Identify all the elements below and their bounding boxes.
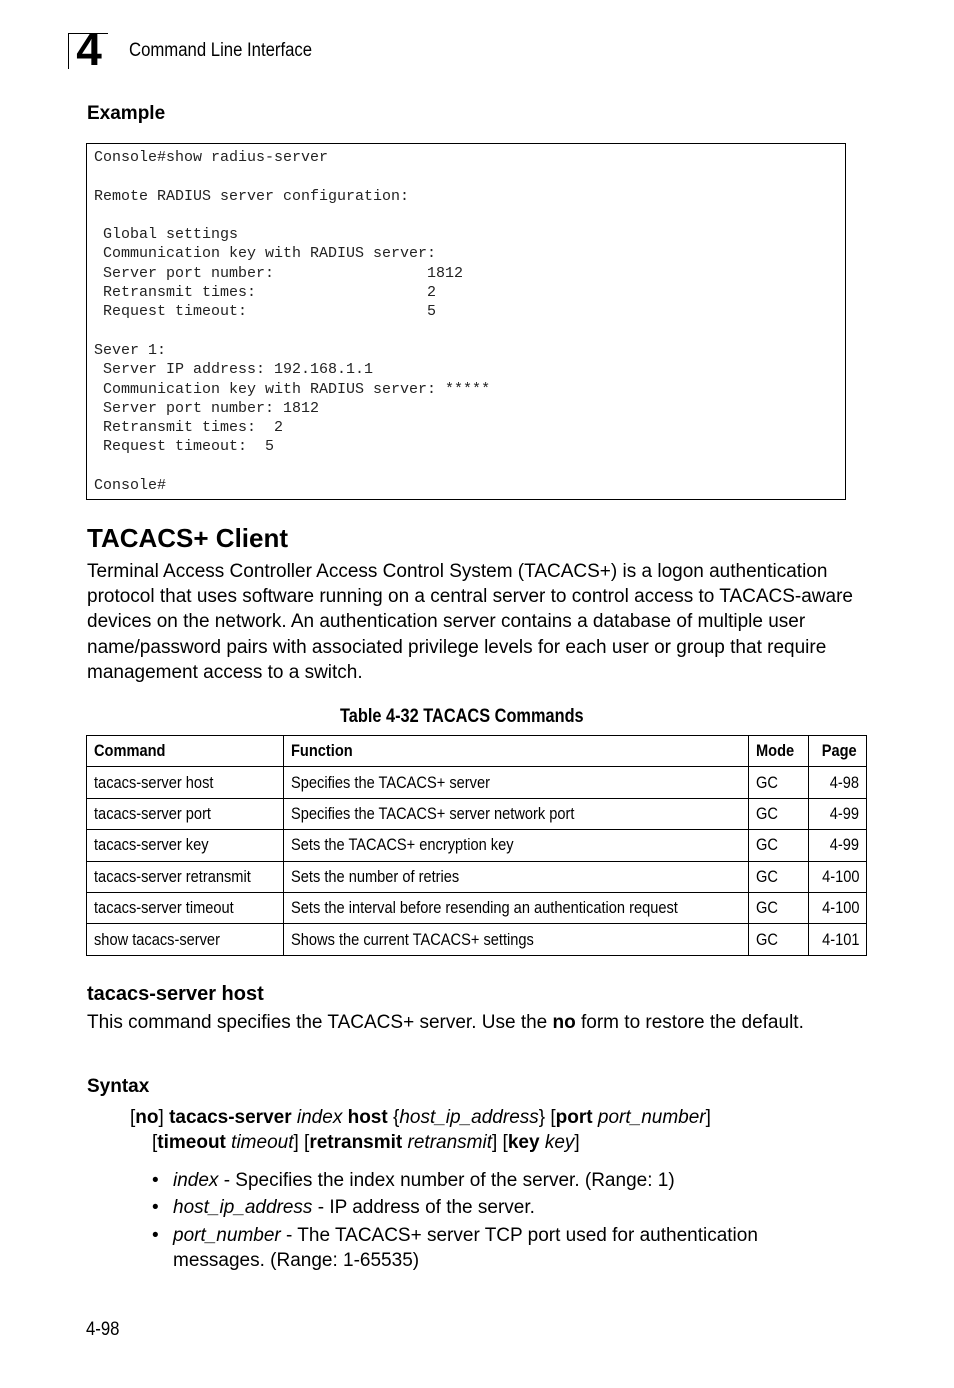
table-header-row bbox=[87, 736, 867, 767]
mode-cell: GC bbox=[749, 861, 808, 892]
command-cell: tacacs-server port bbox=[87, 798, 284, 829]
code-line bbox=[94, 206, 845, 225]
section-title: TACACS+ Client bbox=[87, 523, 289, 553]
table-row bbox=[87, 767, 867, 798]
syntax-line-2: [timeout timeout] [retransmit retransmit] [key key] bbox=[152, 1132, 580, 1153]
running-header: Command Line Interface bbox=[129, 40, 313, 61]
code-line: Communication key with RADIUS server: bbox=[94, 245, 437, 263]
code-line: Sever 1: bbox=[94, 341, 167, 359]
code-line: Console# bbox=[94, 477, 167, 495]
table-caption: Table 4-32 TACACS Commands bbox=[340, 706, 584, 727]
list-item: • port_number - The TACACS+ server TCP port used for authentication messages. (Range: 1-65535) bbox=[152, 1224, 758, 1271]
code-line: Communication key with RADIUS server: ***** bbox=[94, 380, 491, 398]
function-cell: Sets the TACACS+ encryption key bbox=[284, 830, 749, 861]
parameter-list bbox=[152, 1168, 852, 1275]
page-cell: 4-98 bbox=[808, 767, 866, 798]
code-line: Server IP address: 192.168.1.1 bbox=[94, 361, 374, 379]
example-heading: Example bbox=[87, 103, 166, 124]
function-cell: Shows the current TACACS+ settings bbox=[284, 924, 749, 955]
function-cell: Sets the number of retries bbox=[284, 861, 749, 892]
function-cell: Specifies the TACACS+ server network port bbox=[284, 798, 749, 829]
mode-cell: GC bbox=[749, 924, 808, 955]
command-title: tacacs-server host bbox=[87, 983, 264, 1005]
command-cell: tacacs-server retransmit bbox=[87, 861, 284, 892]
table-row bbox=[87, 892, 867, 923]
header-cell: Command bbox=[87, 736, 284, 767]
bullet-icon: • bbox=[152, 1170, 159, 1191]
command-description: This command specifies the TACACS+ server. Use the no form to restore the default. bbox=[87, 1012, 804, 1033]
syntax-heading: Syntax bbox=[87, 1076, 150, 1097]
header-cell: Mode bbox=[749, 736, 808, 767]
code-line: Console#show radius-server bbox=[94, 149, 329, 166]
mode-cell: GC bbox=[749, 830, 808, 861]
code-line: Server port number: 1812 bbox=[94, 264, 464, 282]
page-cell: 4-99 bbox=[808, 830, 866, 861]
code-line: Global settings bbox=[94, 226, 239, 244]
code-line bbox=[94, 457, 845, 476]
page-cell: 4-100 bbox=[808, 892, 866, 923]
table-row bbox=[87, 830, 867, 861]
code-line: Server port number: 1812 bbox=[94, 399, 320, 417]
table-row bbox=[87, 798, 867, 829]
list-item: • index - Specifies the index number of the server. (Range: 1) bbox=[152, 1170, 675, 1191]
page-cell: 4-99 bbox=[808, 798, 866, 829]
function-cell: Sets the interval before resending an authentication request bbox=[284, 892, 749, 923]
mode-cell: GC bbox=[749, 892, 808, 923]
tacacs-commands-table bbox=[86, 735, 867, 956]
syntax-line-1: [no] tacacs-server index host {host_ip_address} [port port_number] bbox=[130, 1107, 711, 1128]
function-cell: Specifies the TACACS+ server bbox=[284, 767, 749, 798]
table-row bbox=[87, 861, 867, 892]
chapter-number: 4 bbox=[76, 23, 102, 75]
table-row bbox=[87, 924, 867, 955]
page-cell: 4-101 bbox=[808, 924, 866, 955]
command-cell: tacacs-server host bbox=[87, 767, 284, 798]
code-line bbox=[94, 167, 845, 186]
code-line: Request timeout: 5 bbox=[94, 303, 437, 321]
mode-cell: GC bbox=[749, 767, 808, 798]
section-paragraph: Terminal Access Controller Access Control System (TACACS+) is a logon authentication protocol that uses software running on a central server to control access to TACACS-aware devices on the network. An authentication server contains a database of multiple user name/password pairs with associated privilege levels for each user or group that require management access to a switch. bbox=[87, 561, 853, 683]
bullet-icon: • bbox=[152, 1197, 159, 1219]
bullet-icon: • bbox=[152, 1224, 159, 1246]
command-cell: tacacs-server key bbox=[87, 830, 284, 861]
header-cell: Function bbox=[284, 736, 749, 767]
code-line: Retransmit times: 2 bbox=[94, 284, 437, 302]
code-line bbox=[94, 322, 845, 341]
mode-cell: GC bbox=[749, 798, 808, 829]
code-line: Request timeout: 5 bbox=[94, 438, 275, 456]
list-item: • host_ip_address - IP address of the server. bbox=[152, 1197, 535, 1219]
code-example bbox=[86, 143, 846, 500]
code-line: Retransmit times: 2 bbox=[94, 419, 284, 437]
command-cell: tacacs-server timeout bbox=[87, 892, 284, 923]
page-cell: 4-100 bbox=[808, 861, 866, 892]
code-line: Remote RADIUS server configuration: bbox=[94, 187, 410, 205]
command-cell: show tacacs-server bbox=[87, 924, 284, 955]
page-number: 4-98 bbox=[86, 1319, 120, 1340]
header-cell: Page bbox=[808, 736, 866, 767]
